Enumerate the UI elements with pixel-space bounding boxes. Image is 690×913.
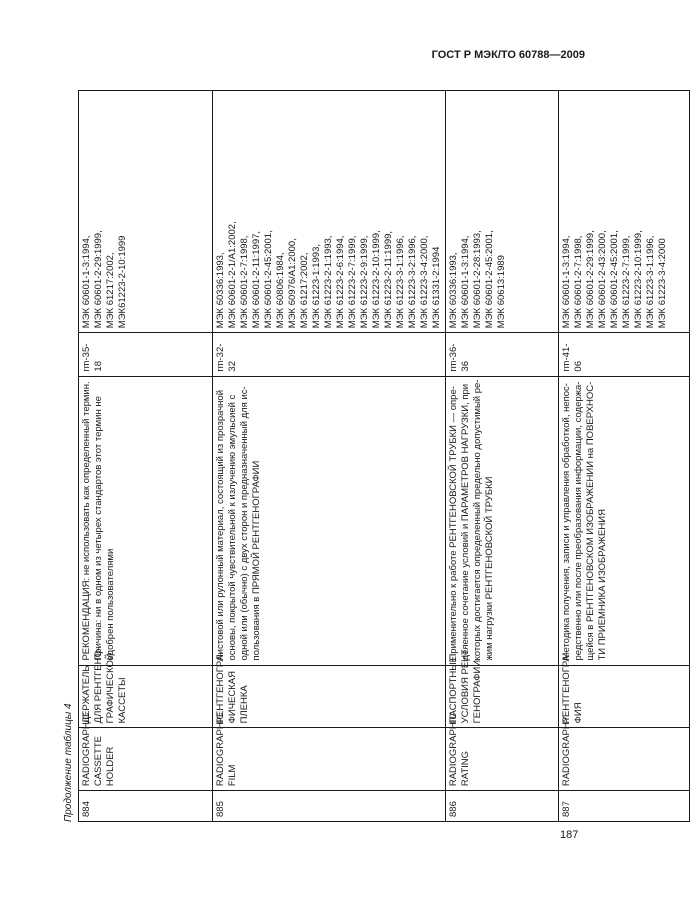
russian-term-line: КАССЕТЫ <box>117 677 128 724</box>
definition-line: пользования в ПРЯМОЙ РЕНТГЕНОГРАФИИ <box>251 460 262 661</box>
russian-term-line: ДЛЯ РЕНТГЕНО- <box>93 646 104 724</box>
definition-line: ТИ ПРИЕМНИКА ИЗОБРАЖЕНИЯ <box>597 509 608 661</box>
standards-line: МЭК 60601-2-29:1999, <box>93 230 104 329</box>
standards-line: МЭК 61223-2-10:1999, <box>371 230 382 329</box>
rotated-table-area <box>60 90 668 822</box>
standards-line: МЭК 61223-1:1993, <box>311 243 322 329</box>
definition-line: редственно или после преобразования информации, содержа- <box>573 381 584 661</box>
russian-term-line: РЕНТГЕНОГРА- <box>561 651 572 724</box>
english-term-line: FILM <box>227 764 238 787</box>
standards-line: МЭК 60601-2-43:2000, <box>597 230 608 329</box>
standards-line: МЭК 61223-3-2:1996, <box>407 235 418 329</box>
standards-line: МЭК 61223-2-7:1999, <box>621 235 632 329</box>
definition-cell <box>559 376 690 665</box>
standards-line: МЭК 60601-2-28:1993, <box>472 230 483 329</box>
definition-line: жим нагрузки РЕНТГЕНОВСКОЙ ТРУБКИ <box>484 476 495 661</box>
russian-term-cell <box>446 645 559 728</box>
russian-term-line: ГРАФИЧЕСКОЙ <box>105 653 116 724</box>
definition-line: которых достигается определенный предельно допустимый ре- <box>472 379 483 661</box>
term-code-cell: rm-35-18 <box>79 333 213 376</box>
terms-table <box>78 90 690 822</box>
russian-term-cell <box>79 646 213 728</box>
standards-line: МЭК 60601-2-29:1999, <box>585 230 596 329</box>
standards-line: МЭК 60601-2-11:1997, <box>251 230 262 329</box>
standards-line: МЭК61223-2-10:1999 <box>117 235 128 329</box>
standards-line: МЭК 61217:2002, <box>299 252 310 329</box>
standards-cell <box>559 91 690 333</box>
term-code-cell: rm-36-36 <box>446 333 559 376</box>
definition-line: Листовой или рулонный материал, состоящий из прозрачной <box>215 389 226 661</box>
standards-line: МЭК 61223-2-11:1999, <box>383 230 394 329</box>
standards-cell <box>79 91 213 333</box>
english-term-line: RADIOGRAPHIC <box>215 712 226 787</box>
standards-line: МЭК 60601-1-3:1994, <box>561 235 572 329</box>
page-number: 187 <box>560 829 579 841</box>
definition-cell <box>446 376 559 665</box>
definition-line: Методика получения, записи и управления обработкой, непос- <box>561 383 572 661</box>
standards-line: МЭК 60976/А1:2000, <box>287 238 298 329</box>
standards-line: МЭК 61223-3-4:2000 <box>657 238 668 329</box>
standards-line: МЭК 60601-1-3:1994, <box>81 235 92 329</box>
definition-line: РЕКОМЕНДАЦИЯ: не использовать как определенный термин. <box>81 381 92 661</box>
term-number-cell: 885 <box>213 791 446 822</box>
standards-line: МЭК 60806:1984, <box>275 252 286 329</box>
english-term-line: RATING <box>460 750 471 787</box>
english-term-cell <box>213 712 446 791</box>
definition-line: основы, покрытой чувствительной к излучению эмульсией с <box>227 394 238 661</box>
standards-line: МЭК 60601-2-7:1998, <box>239 235 250 329</box>
definition-line: Применительно к работе РЕНТГЕНОВСКОЙ ТРУБКИ — опре- <box>448 386 459 661</box>
russian-term-line: ДЕРЖАТЕЛЬ <box>81 665 92 724</box>
standards-line: МЭК 60601-2-1/А1:2002, <box>227 221 238 329</box>
document-header: ГОСТ Р МЭК/ТО 60788—2009 <box>431 49 585 61</box>
table-row <box>79 91 213 822</box>
term-code-cell: rm-32-32 <box>213 333 446 376</box>
standards-line: МЭК 61223-2-1:1993, <box>323 235 334 329</box>
standards-line: МЭК 60613:1989 <box>496 255 507 329</box>
standards-line: МЭК 60336:1993, <box>215 252 226 329</box>
standards-line: МЭК 60601-1-3:1994, <box>460 235 471 329</box>
table-row <box>559 91 690 822</box>
table-row <box>446 91 559 822</box>
standards-line: МЭК 61223-2-9:1999, <box>359 235 370 329</box>
definition-line: щейся в РЕНТГЕНОВСКОМ ИЗОБРАЖЕНИИ на ПОВЕРХНОС- <box>585 381 596 661</box>
russian-term-cell <box>213 651 446 728</box>
definition-line: одобрен пользователями <box>105 548 116 661</box>
definition-line: Причина: ни в одном из четырех стандартов этот термин не <box>93 396 104 661</box>
standards-line: МЭК 61223-2-6:1994, <box>335 235 346 329</box>
standards-line: МЭК 61217:2002, <box>105 252 116 329</box>
standards-line: МЭК 61223-2-7:1999, <box>347 235 358 329</box>
definition-cell <box>79 376 213 665</box>
russian-term-line: ПЛЕНКА <box>239 685 250 724</box>
standards-line: МЭК 60336:1993, <box>448 252 459 329</box>
russian-term-line: ПАСПОРТНЫЕ <box>448 656 459 724</box>
english-term-cell <box>446 712 559 791</box>
english-term-cell <box>79 712 213 791</box>
russian-term-line: УСЛОВИЯ РЕНТ- <box>460 645 471 724</box>
standards-line: МЭК 61223-3-4:2000, <box>419 235 430 329</box>
standards-line: МЭК 60601-2-7:1998, <box>573 235 584 329</box>
russian-term-line: ГЕНОГРАФИИ <box>472 659 483 724</box>
standards-line: МЭК 61331-2:1994 <box>431 246 442 329</box>
term-number-cell: 884 <box>79 791 213 822</box>
table-row <box>213 91 446 822</box>
definition-line: деленное сочетание условий и ПАРАМЕТРОВ НАГРУЗКИ, при <box>460 383 471 661</box>
russian-term-line: РЕНТГЕНОГРА- <box>215 651 226 724</box>
english-term-line: RADIOGRAPHY <box>561 715 572 787</box>
english-term-line: RADIOGRAPHIC <box>81 712 92 787</box>
english-term-cell <box>559 715 690 791</box>
standards-cell <box>446 91 559 333</box>
definition-cell <box>213 376 446 665</box>
standards-line: МЭК 60601-2-45:2001, <box>609 230 620 329</box>
russian-term-cell <box>559 651 690 728</box>
english-term-line: CASSETTE <box>93 736 104 787</box>
standards-line: МЭК 61223-2-10:1999, <box>633 230 644 329</box>
english-term-line: HOLDER <box>105 746 116 787</box>
standards-line: МЭК 60601-2-45:2001, <box>484 230 495 329</box>
russian-term-line: ФИЧЕСКАЯ <box>227 671 238 724</box>
russian-term-line: ФИЯ <box>573 702 584 724</box>
standards-cell <box>213 91 446 333</box>
standards-line: МЭК 60601-2-45:2001, <box>263 230 274 329</box>
standards-line: МЭК 61223-3-1:1996, <box>645 235 656 329</box>
table-continuation-caption: Продолжение таблицы 4 <box>63 703 74 822</box>
standards-line: МЭК 61223-3-1:1996, <box>395 235 406 329</box>
definition-line: одной или (обычно) с двух сторон и предназначенный для ис- <box>239 386 250 661</box>
term-number-cell: 887 <box>559 791 690 822</box>
english-term-line: RADIOGRAPHIC <box>448 712 459 787</box>
term-code-cell: rm-41-06 <box>559 333 690 376</box>
term-number-cell: 886 <box>446 791 559 822</box>
